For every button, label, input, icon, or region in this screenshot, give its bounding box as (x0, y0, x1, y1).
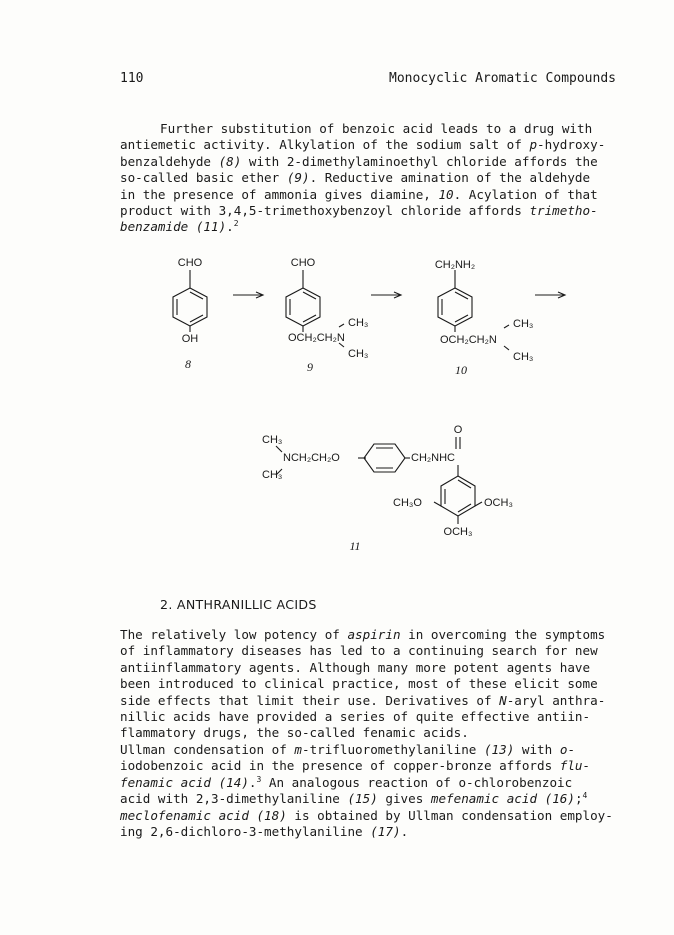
compound-11-carbonyl-oxygen: O (453, 424, 463, 436)
page-number: 110 (120, 71, 144, 86)
compound-11-benzylamide-chain: CH₂NHC (411, 452, 455, 464)
compound-8-label: 8 (185, 357, 191, 371)
compound-11-methoxy-right: OCH₃ (484, 497, 513, 509)
compound-9-label: 9 (307, 360, 313, 374)
compound-9-aldehyde: CHO (290, 257, 316, 269)
compound-9-dimethyl-group: CH₃ (348, 317, 369, 329)
compound-9-ether-chain: OCH₂CH₂N (288, 332, 345, 344)
compound-11-structure (262, 424, 513, 553)
compound-11-methyl-bottom: CH₃ (262, 469, 283, 481)
reaction-scheme (0, 240, 674, 570)
reaction-arrow-3 (535, 292, 565, 298)
paragraph-ullman-condensation: Ullman condensation of m-trifluoromethylaniline (13) with o- iodobenzoic acid in the presence of copper-bronze affords flu- fenamic acid (14).$^3$ An analogous reaction of o-chlorobenzoic acid with 2,3-dimethylaniline (15) gives mefenamic acid (16);$^4$ meclofenamic acid (18) is obtained by Ullman condensation employ- ing 2,6-dichloro-3-methylaniline (17). (120, 742, 613, 840)
compound-10-structure (435, 259, 534, 377)
compound-9-dimethyl-group-2: CH₃ (348, 348, 369, 360)
compound-10-ether-chain: OCH₂CH₂N (440, 334, 497, 346)
compound-8-aldehyde: CHO (177, 257, 203, 269)
compound-11-label: 11 (349, 539, 361, 553)
compound-11-methyl-top: CH₃ (262, 434, 283, 446)
compound-8-structure (173, 257, 207, 371)
compound-10-dimethyl-group: CH₃ (513, 318, 534, 330)
compound-8-hydroxyl: OH (181, 333, 199, 345)
compound-10-aminomethyl: CH₂NH₂ (434, 259, 476, 271)
compound-10-dimethyl-group-2: CH₃ (513, 351, 534, 363)
reaction-arrow-2 (371, 292, 401, 298)
paragraph-fenamic-intro: The relatively low potency of aspirin in overcoming the symptoms of inflammatory diseases has led to a continuing search for new antiinflammatory agents. Although many more potent agents have been introduced to clinical practice, most of these elicit some side effects that limit their use. Derivatives of N-aryl anthra- nillic acids have provided a series of quite effective antiin- flammatory drugs, the so-called fenamic acids. (120, 627, 606, 741)
section-heading: 2. ANTHRANILLIC ACIDS (160, 597, 317, 612)
reaction-arrow-1 (233, 292, 263, 298)
compound-10-label: 10 (455, 363, 467, 377)
paragraph-trimethobenzamide: Further substitution of benzoic acid leads to a drug with antiemetic activity. Alkylation of the sodium salt of p-hydroxy- benzaldehyde (8) with 2-dimethylaminoethyl chloride affords the so-called basic ether (9). Reductive amination of the aldehyde in the presence of ammonia gives diamine, 10. Acylation of that product with 3,4,5-trimethoxybenzoyl chloride affords trimetho- benzamide (11).$^2$ (120, 121, 606, 235)
compound-11-methoxy-bottom: OCH₃ (443, 526, 473, 538)
compound-11-methoxy-left: CH₃O (393, 497, 422, 509)
compound-11-amine-chain: NCH₂CH₂O (283, 452, 340, 464)
compound-9-structure (286, 257, 368, 374)
running-head: Monocyclic Aromatic Compounds (389, 71, 616, 86)
